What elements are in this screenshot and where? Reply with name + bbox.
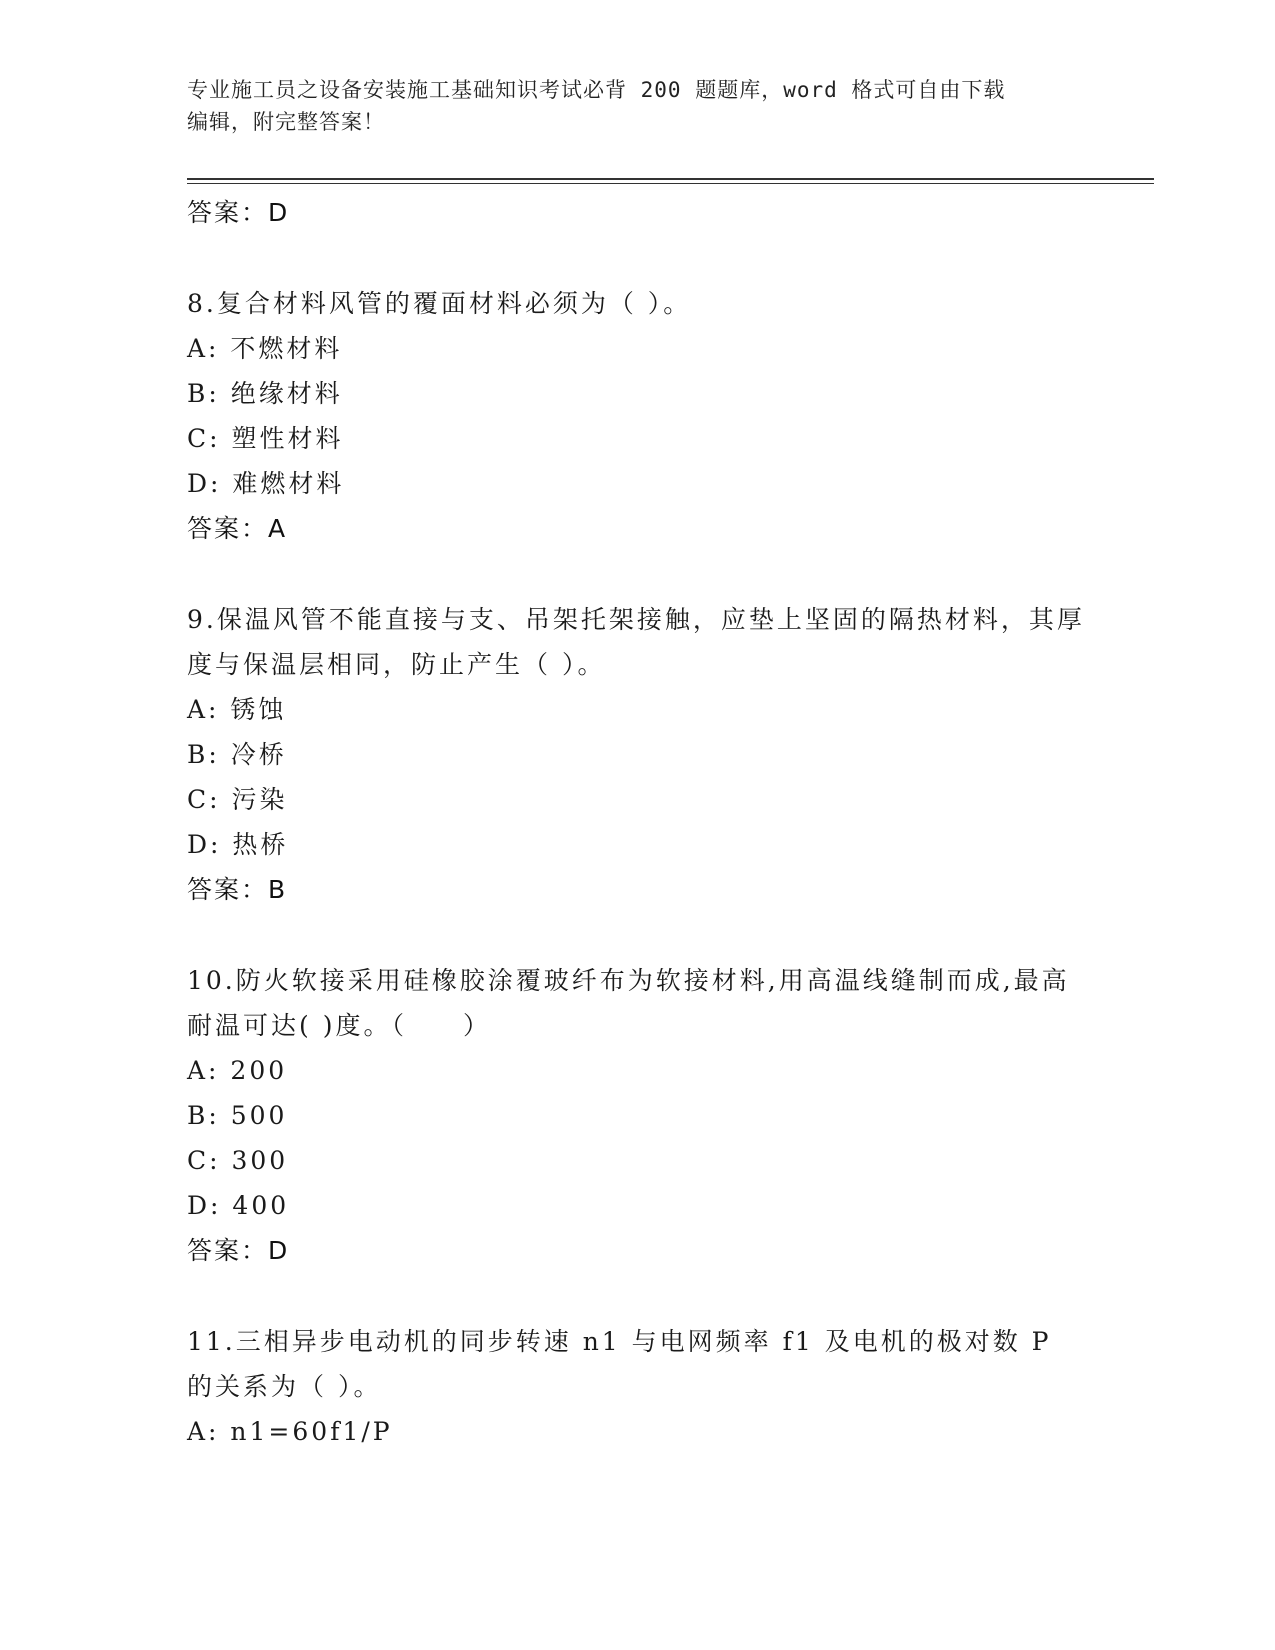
question-text: 11.三相异步电动机的同步转速 n1 与电网频率 f1 及电机的极对数 P 的关系为（ ）。 bbox=[187, 1327, 1052, 1401]
header-line-1: 专业施工员之设备安装施工基础知识考试必背 200 题题库，word 格式可自由下载 bbox=[187, 78, 1006, 102]
header-line-2: 编辑，附完整答案！ bbox=[187, 110, 385, 134]
question-text: 10.防火软接采用硅橡胶涂覆玻纤布为软接材料,用高温线缝制而成,最高耐温可达( )度。（ ） bbox=[187, 966, 1070, 1040]
option-a: A: 不燃材料 bbox=[187, 334, 343, 363]
answer: 答案：A bbox=[187, 514, 288, 543]
option-d: D: 难燃材料 bbox=[187, 469, 345, 498]
option-a: A: 200 bbox=[187, 1056, 288, 1085]
option-b: B: 500 bbox=[187, 1101, 288, 1130]
answer: 答案：B bbox=[187, 875, 288, 904]
question-text: 8.复合材料风管的覆面材料必须为（ ）。 bbox=[187, 289, 692, 318]
option-c: C: 塑性材料 bbox=[187, 424, 344, 453]
header-divider-thick bbox=[187, 178, 1154, 180]
header-divider-thin bbox=[187, 183, 1154, 184]
option-c: C: 300 bbox=[187, 1146, 289, 1175]
question-8 bbox=[187, 281, 1087, 551]
option-d: D: 400 bbox=[187, 1191, 290, 1220]
answer: 答案：D bbox=[187, 1236, 290, 1265]
question-text: 9.保温风管不能直接与支、吊架托架接触，应垫上坚固的隔热材料，其厚度与保温层相同，防止产生（ ）。 bbox=[187, 605, 1085, 679]
document-header bbox=[187, 74, 1067, 138]
option-a: A: n1=60f1/P bbox=[187, 1417, 393, 1446]
question-11 bbox=[187, 1319, 1087, 1454]
option-b: B: 冷桥 bbox=[187, 740, 287, 769]
option-c: C: 污染 bbox=[187, 785, 288, 814]
question-10 bbox=[187, 958, 1087, 1273]
previous-answer: 答案：D bbox=[187, 198, 290, 227]
question-9 bbox=[187, 597, 1087, 912]
option-d: D: 热桥 bbox=[187, 830, 289, 859]
document-body bbox=[187, 190, 1087, 1454]
option-a: A: 锈蚀 bbox=[187, 695, 287, 724]
option-b: B: 绝缘材料 bbox=[187, 379, 343, 408]
